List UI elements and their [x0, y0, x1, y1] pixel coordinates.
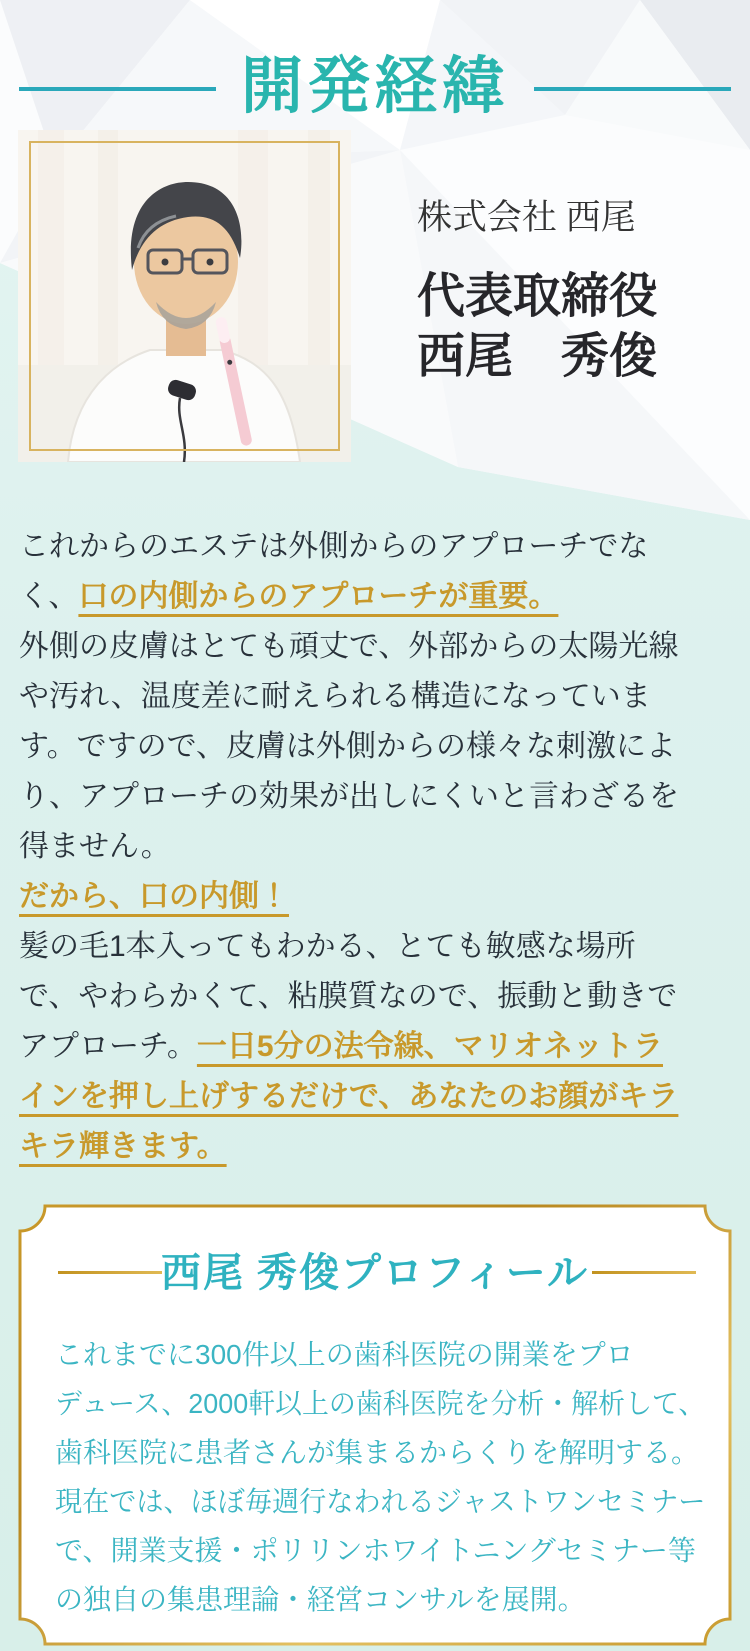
- profile-title: 西尾 秀俊プロフィール: [161, 1250, 589, 1295]
- highlighted-text: 一日5分の法令線、マリオネットラ: [196, 1030, 663, 1063]
- body-line: [19, 722, 733, 772]
- ceo-info: [417, 200, 657, 381]
- ceo-portrait-illustration: [18, 130, 351, 462]
- plain-text: や汚れ、温度差に耐えられる構造になっていま: [19, 680, 651, 713]
- body-line: [19, 1072, 733, 1122]
- profile-line: 歯科医院に患者さんが集まるからくりを解明する。: [55, 1437, 700, 1468]
- body-line: [19, 772, 733, 822]
- body-line: [19, 1022, 733, 1072]
- title-rule-right: [534, 87, 731, 91]
- profile-rule-right: [592, 1271, 696, 1274]
- profile-line: これまでに300件以上の歯科医院の開業をプロ: [55, 1339, 634, 1370]
- profile-copy: [55, 1330, 706, 1624]
- profile-line: デュース、2000軒以上の歯科医院を分析・解析して、: [55, 1388, 706, 1419]
- ceo-role: 代表取締役: [417, 270, 658, 323]
- body-line: [19, 622, 733, 672]
- body-line: [19, 972, 733, 1022]
- page-title: 開発経緯: [240, 53, 509, 121]
- body-line: [19, 672, 733, 722]
- company-name: 株式会社 西尾: [417, 198, 636, 237]
- ceo-photo: [18, 130, 351, 462]
- body-line: [19, 1122, 733, 1172]
- plain-text: 得ません。: [19, 830, 171, 863]
- plain-text: で、やわらかくて、粘膜質なので、振動と動きで: [19, 980, 678, 1013]
- plain-text: これからのエステは外側からのアプローチでな: [19, 530, 649, 563]
- plain-text: 外側の皮膚はとても頑丈で、外部からの太陽光線: [19, 630, 679, 663]
- body-line: [19, 522, 733, 572]
- body-line: [19, 872, 733, 922]
- profile-line: の独自の集患理論・経営コンサルを展開。: [55, 1584, 586, 1615]
- highlighted-text: インを押し上げするだけで、あなたのお顔がキラ: [19, 1080, 679, 1113]
- plain-text: り、アプローチの効果が出しにくいと言わざるを: [19, 780, 679, 813]
- plain-text: く、: [19, 580, 79, 613]
- body-copy: [19, 522, 733, 1172]
- body-line: [19, 822, 733, 872]
- body-line: [19, 572, 733, 622]
- profile-line: 現在では、ほぼ毎週行なわれるジャストワンセミナー: [55, 1486, 706, 1517]
- body-line: [19, 922, 733, 972]
- ceo-name: 西尾 秀俊: [417, 330, 658, 383]
- highlighted-text: だから、口の内側！: [19, 880, 289, 913]
- highlighted-text: キラ輝きます。: [19, 1130, 227, 1163]
- plain-text: アプローチ。: [19, 1030, 197, 1063]
- plain-text: す。ですので、皮膚は外側からの様々な刺激によ: [19, 730, 676, 763]
- profile-line: で、開業支援・ポリリンホワイトニングセミナー等: [55, 1535, 696, 1566]
- hero-header: [0, 0, 750, 140]
- highlighted-text: 口の内側からのアプローチが重要。: [78, 580, 559, 613]
- plain-text: 髪の毛1本入ってもわかる、とても敏感な場所: [19, 930, 636, 963]
